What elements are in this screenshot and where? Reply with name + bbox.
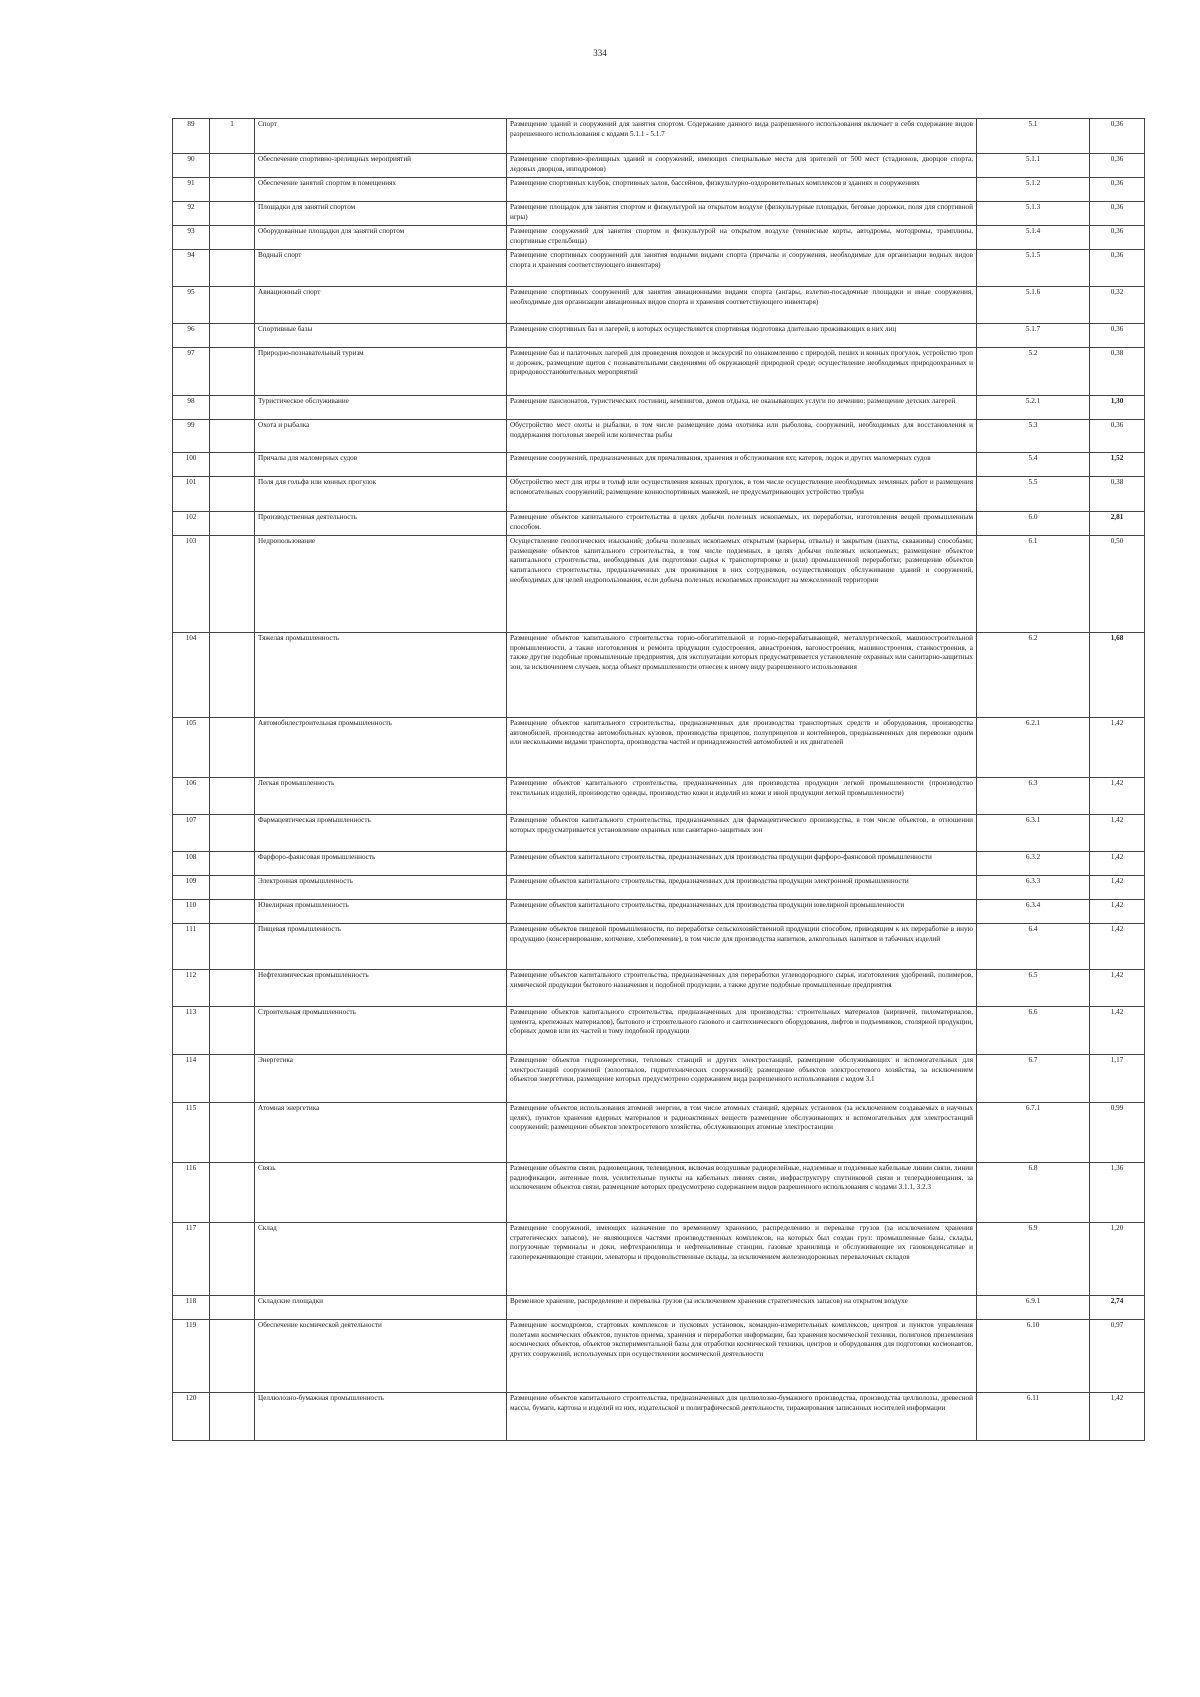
land-use-name: Обеспечение спортивно-зрелищных мероприятий (255, 154, 507, 178)
row-number: 106 (173, 778, 210, 815)
land-use-description: Размещение объектов капитального строительства в целях добычи полезных ископаемых, их переработки, изготовления вещей промышленным способом. (507, 512, 977, 536)
row-group (210, 202, 255, 226)
land-use-name: Охота и рыбалка (255, 420, 507, 453)
row-group: 1 (210, 119, 255, 154)
coefficient: 0,38 (1090, 477, 1145, 512)
land-use-name: Электронная промышленность (255, 876, 507, 900)
land-use-code: 6.2.1 (977, 718, 1090, 778)
land-use-name: Фармацевтическая промышленность (255, 815, 507, 852)
row-group (210, 287, 255, 324)
land-use-name: Производственная деятельность (255, 512, 507, 536)
table-row (173, 477, 1145, 512)
land-use-code: 6.4 (977, 924, 1090, 970)
land-use-name: Связь (255, 1163, 507, 1223)
land-use-code: 6.3 (977, 778, 1090, 815)
land-use-name: Оборудованные площадки для занятий спортом (255, 226, 507, 250)
land-use-code: 6.3.2 (977, 852, 1090, 876)
row-number: 99 (173, 420, 210, 453)
land-use-description: Размещение спортивных клубов, спортивных залов, бассейнов, физкультурно-оздоровительных комплексов в зданиях и сооружениях (507, 178, 977, 202)
row-group (210, 1103, 255, 1163)
row-group (210, 420, 255, 453)
land-use-description: Размещение зданий и сооружений для занятия спортом. Содержание данного вида разрешенного использования включает в себя содержание видов разрешенного использования с кодами 5.1.1 - 5.1.7 (507, 119, 977, 154)
table-row (173, 633, 1145, 718)
coefficient: 1,42 (1090, 876, 1145, 900)
land-use-code: 5.1.5 (977, 250, 1090, 287)
row-number: 105 (173, 718, 210, 778)
table-row (173, 1223, 1145, 1296)
land-use-description: Размещение площадок для занятия спортом и физкультурой на открытом воздухе (физкультурные площадки, беговые дорожки, поля для спортивной игры) (507, 202, 977, 226)
land-use-code: 5.2.1 (977, 396, 1090, 420)
coefficient: 1,42 (1090, 1393, 1145, 1441)
land-use-code: 6.1 (977, 536, 1090, 633)
coefficient: 0,36 (1090, 178, 1145, 202)
land-use-code: 6.5 (977, 970, 1090, 1007)
land-use-code: 5.1.4 (977, 226, 1090, 250)
land-use-description: Размещение спортивных баз и лагерей, в которых осуществляется спортивная подготовка длительно проживающих в них лиц (507, 324, 977, 348)
land-use-description: Размещение спортивных сооружений для занятия авиационными видами спорта (ангары, взлетно-посадочные площадки и иные сооружения, необходимые для организации авиационных видов спорта и хранения соответствующего инвентаря) (507, 287, 977, 324)
land-use-name: Автомобилестроительная промышленность (255, 718, 507, 778)
land-use-code: 6.9.1 (977, 1296, 1090, 1320)
land-use-name: Обеспечение занятий спортом в помещениях (255, 178, 507, 202)
land-use-description: Размещение объектов капитального строительства, предназначенных для производства продукции фарфоро-фаянсовой промышленности (507, 852, 977, 876)
table-row (173, 1007, 1145, 1055)
row-group (210, 815, 255, 852)
row-group (210, 633, 255, 718)
land-use-code: 6.8 (977, 1163, 1090, 1223)
row-group (210, 1320, 255, 1393)
land-use-name: Авиационный спорт (255, 287, 507, 324)
land-use-description: Временное хранение, распределение и перевалка грузов (за исключением хранения стратегических запасов) на открытом воздухе (507, 1296, 977, 1320)
land-use-name: Нефтехимическая промышленность (255, 970, 507, 1007)
row-number: 96 (173, 324, 210, 348)
row-group (210, 154, 255, 178)
row-number: 95 (173, 287, 210, 324)
row-group (210, 178, 255, 202)
land-use-name: Строительная промышленность (255, 1007, 507, 1055)
coefficient: 1,17 (1090, 1055, 1145, 1103)
table-row (173, 287, 1145, 324)
land-use-description: Размещение объектов капитального строительства, предназначенных для производства продукции электронной промышленности (507, 876, 977, 900)
row-group (210, 396, 255, 420)
row-number: 91 (173, 178, 210, 202)
row-group (210, 1007, 255, 1055)
land-use-description: Осуществление геологических изысканий; добыча полезных ископаемых открытым (карьеры, отвалы) и закрытым (шахты, скважины) способами; размещение объектов капитального строительства, в том числе подземных, в целях добычи полезных ископаемых; размещение объектов капитального строительства, необходимых для подготовки сырья к транспортировке и (или) промышленной переработке; размещение объектов капитального строительства, предназначенных для проживания в них сотрудников, осуществляющих обслуживание зданий и сооружений, необходимых для целей недропользования, если добыча полезных ископаемых происходит на межселенной территории (507, 536, 977, 633)
land-use-name: Складские площадки (255, 1296, 507, 1320)
land-use-code: 5.1.1 (977, 154, 1090, 178)
table-row (173, 396, 1145, 420)
land-use-name: Склад (255, 1223, 507, 1296)
coefficient: 1,42 (1090, 718, 1145, 778)
coefficient: 1,42 (1090, 815, 1145, 852)
table-row (173, 778, 1145, 815)
row-number: 102 (173, 512, 210, 536)
coefficient: 1,42 (1090, 1007, 1145, 1055)
land-use-description: Размещение сооружений, имеющих назначение по временному хранению, распределению и перевалке грузов (за исключением хранения стратегических запасов), не являющихся частями производственных комплексов, на которых был создан груз: промышленные базы, склады, погрузочные терминалы и доки, нефтехранилища и нефтеналивные станции, газовые хранилища и обслуживающие их газоконденсатные и газоперекачивающие станции, элеваторы и продовольственные склады, за исключением железнодорожных перевалочных складов (507, 1223, 977, 1296)
land-use-code: 6.11 (977, 1393, 1090, 1441)
land-use-description: Размещение космодромов, стартовых комплексов и пусковых установок, командно-измерительных комплексов, центров и пунктов управления полетами космических объектов, пунктов приема, хранения и переработки информации, баз хранения космической техники, полигонов приземления космических объектов, объектов экспериментальной базы для отработки космической техники, центров и оборудования для подготовки космонавтов, других сооружений, используемых при осуществлении космической деятельности (507, 1320, 977, 1393)
table-body (173, 119, 1145, 1441)
table-row (173, 876, 1145, 900)
land-use-code: 6.6 (977, 1007, 1090, 1055)
land-use-description: Размещение спортивных сооружений для занятия водными видами спорта (причалы и сооружения, необходимые для организации водных видов спорта и хранения соответствующего инвентаря) (507, 250, 977, 287)
row-number: 100 (173, 453, 210, 477)
land-use-description: Размещение сооружений для занятия спортом и физкультурой на открытом воздухе (теннисные корты, автодромы, мотодромы, трамплины, спортивные стрельбища) (507, 226, 977, 250)
row-number: 107 (173, 815, 210, 852)
table-row (173, 536, 1145, 633)
land-use-description: Размещение объектов капитального строительства, предназначенных для производства: строительных материалов (кирпичей, пиломатериалов, цемента, крепежных материалов), бытового и строительного газового и сантехнического оборудования, лифтов и подъемников, столярной продукции, сборных домов или их частей и тому подобной продукции (507, 1007, 977, 1055)
land-use-description: Размещение объектов использования атомной энергии, в том числе атомных станций, ядерных установок (за исключением создаваемых в научных целях), пунктов хранения ядерных материалов и радиоактивных веществ размещение обслуживающих и вспомогательных для электростанций сооружений; размещение объектов электросетевого хозяйства, обслуживающих атомные электростанции (507, 1103, 977, 1163)
row-group (210, 1055, 255, 1103)
land-use-code: 5.5 (977, 477, 1090, 512)
land-use-description: Размещение объектов капитального строительства, предназначенных для производства транспортных средств и оборудования, производства автомобилей, производства автомобильных кузовов, производства прицепов, полуприцепов и контейнеров, предназначенных для перевозки одним или несколькими видами транспорта, производства частей и принадлежностей автомобилей и их двигателей (507, 718, 977, 778)
land-use-name: Обеспечение космической деятельности (255, 1320, 507, 1393)
row-number: 120 (173, 1393, 210, 1441)
row-number: 101 (173, 477, 210, 512)
table-row (173, 1393, 1145, 1441)
coefficient: 0,36 (1090, 324, 1145, 348)
coefficient: 0,36 (1090, 119, 1145, 154)
land-use-code: 6.2 (977, 633, 1090, 718)
land-use-name: Фарфоро-фаянсовая промышленность (255, 852, 507, 876)
land-use-code: 6.7 (977, 1055, 1090, 1103)
row-group (210, 324, 255, 348)
table-row (173, 250, 1145, 287)
land-use-code: 5.2 (977, 348, 1090, 396)
row-number: 118 (173, 1296, 210, 1320)
land-use-name: Причалы для маломерных судов (255, 453, 507, 477)
land-use-description: Размещение пансионатов, туристических гостиниц, кемпингов, домов отдыха, не оказывающих услуги по лечению; размещение детских лагерей (507, 396, 977, 420)
row-group (210, 778, 255, 815)
land-use-name: Пищевая промышленность (255, 924, 507, 970)
land-use-description: Размещение объектов капитального строительства, предназначенных для переработки углеводородного сырья, изготовления удобрений, полимеров, химической продукции бытового назначения и подобной продукции, а также другие подобные промышленные предприятия (507, 970, 977, 1007)
row-group (210, 852, 255, 876)
coefficient: 0,36 (1090, 420, 1145, 453)
row-number: 93 (173, 226, 210, 250)
row-group (210, 348, 255, 396)
land-use-description: Размещение баз и палаточных лагерей для проведения походов и экскурсий по ознакомлению с природой, пеших и конных прогулок, устройство троп и дорожек, размещение щитов с познавательными сведениями об окружающей природной среде; осуществление необходимых природоохранных и природовосстановительных мероприятий (507, 348, 977, 396)
row-number: 116 (173, 1163, 210, 1223)
row-number: 117 (173, 1223, 210, 1296)
row-number: 90 (173, 154, 210, 178)
land-use-code: 6.3.1 (977, 815, 1090, 852)
coefficient: 0,97 (1090, 1320, 1145, 1393)
land-use-description: Размещение объектов капитального строительства, предназначенных для фармацевтического производства, в том числе объектов, в отношении которых предусматривается установление охранных или санитарно-защитных зон (507, 815, 977, 852)
land-use-description: Обустройство мест для игры в гольф или осуществления конных прогулок, в том числе осуществление необходимых земляных работ и размещения вспомогательных сооружений; размещение конноспортивных манежей, не предусматривающих устройство трибун (507, 477, 977, 512)
row-number: 115 (173, 1103, 210, 1163)
land-use-code: 5.1.6 (977, 287, 1090, 324)
land-use-description: Размещение спортивно-зрелищных зданий и сооружений, имеющих специальные места для зрителей от 500 мест (стадионов, дворцов спорта, ледовых дворцов, ипподромов) (507, 154, 977, 178)
land-use-code: 5.1.7 (977, 324, 1090, 348)
land-use-code: 5.3 (977, 420, 1090, 453)
land-use-code: 6.0 (977, 512, 1090, 536)
land-use-description: Размещение объектов капитального строительства горно-обогатительной и горно-перерабатывающей, металлургической, машиностроительной промышленности, а также изготовления и ремонта продукции судостроения, авиастроения, вагоностроения, машиностроения, станкостроения, а также другие подобные промышленные предприятия, для эксплуатации которых предусматривается установление охранных или санитарно-защитных зон, за исключением случаев, когда объект промышленности отнесен к иному виду разрешенного использования (507, 633, 977, 718)
land-use-name: Площадки для занятий спортом (255, 202, 507, 226)
land-use-name: Недропользование (255, 536, 507, 633)
land-use-name: Поля для гольфа или конных прогулок (255, 477, 507, 512)
row-number: 94 (173, 250, 210, 287)
row-group (210, 876, 255, 900)
row-number: 112 (173, 970, 210, 1007)
row-number: 119 (173, 1320, 210, 1393)
coefficient: 1,68 (1090, 633, 1145, 718)
land-use-code: 6.7.1 (977, 1103, 1090, 1163)
row-number: 111 (173, 924, 210, 970)
table-row (173, 1055, 1145, 1103)
row-number: 114 (173, 1055, 210, 1103)
land-use-code: 6.10 (977, 1320, 1090, 1393)
table-row (173, 226, 1145, 250)
coefficient: 2,81 (1090, 512, 1145, 536)
row-group (210, 1393, 255, 1441)
land-use-name: Водный спорт (255, 250, 507, 287)
coefficient: 0,99 (1090, 1103, 1145, 1163)
table-row (173, 900, 1145, 924)
land-use-code: 5.4 (977, 453, 1090, 477)
coefficient: 0,32 (1090, 287, 1145, 324)
row-number: 97 (173, 348, 210, 396)
row-group (210, 1163, 255, 1223)
row-group (210, 477, 255, 512)
table-row (173, 202, 1145, 226)
table-row (173, 512, 1145, 536)
row-group (210, 718, 255, 778)
row-group (210, 512, 255, 536)
coefficient: 1,20 (1090, 1223, 1145, 1296)
table-row (173, 852, 1145, 876)
coefficient: 1,42 (1090, 970, 1145, 1007)
land-use-code: 5.1 (977, 119, 1090, 154)
coefficient: 1,36 (1090, 1163, 1145, 1223)
land-use-description: Обустройство мест охоты и рыбалки, в том числе размещение дома охотника или рыболова, сооружений, необходимых для восстановления и поддержания поголовья зверей или количества рыбы (507, 420, 977, 453)
land-use-code: 6.9 (977, 1223, 1090, 1296)
table-row (173, 348, 1145, 396)
row-group (210, 536, 255, 633)
land-use-name: Туристическое обслуживание (255, 396, 507, 420)
table-row (173, 420, 1145, 453)
table-row (173, 924, 1145, 970)
row-group (210, 226, 255, 250)
row-number: 108 (173, 852, 210, 876)
row-group (210, 250, 255, 287)
land-use-name: Природно-познавательный туризм (255, 348, 507, 396)
table-row (173, 178, 1145, 202)
row-group (210, 900, 255, 924)
coefficient: 0,36 (1090, 226, 1145, 250)
row-group (210, 1296, 255, 1320)
coefficient: 1,42 (1090, 924, 1145, 970)
coefficient: 0,36 (1090, 154, 1145, 178)
row-group (210, 453, 255, 477)
coefficient: 0,36 (1090, 250, 1145, 287)
coefficient: 1,30 (1090, 396, 1145, 420)
row-number: 92 (173, 202, 210, 226)
row-number: 98 (173, 396, 210, 420)
land-use-name: Ювелирная промышленность (255, 900, 507, 924)
land-use-description: Размещение сооружений, предназначенных для причаливания, хранения и обслуживания яхт, катеров, лодок и других маломерных судов (507, 453, 977, 477)
land-use-table (172, 118, 1145, 1441)
land-use-name: Спорт (255, 119, 507, 154)
coefficient: 2,74 (1090, 1296, 1145, 1320)
coefficient: 1,42 (1090, 852, 1145, 876)
row-group (210, 970, 255, 1007)
land-use-name: Атомная энергетика (255, 1103, 507, 1163)
table-row (173, 1296, 1145, 1320)
row-group (210, 924, 255, 970)
coefficient: 1,42 (1090, 778, 1145, 815)
land-use-description: Размещение объектов капитального строительства, предназначенных для целлюлозно-бумажного производства, производства целлюлозы, древесной массы, бумаги, картона и изделий из них, издательской и полиграфической деятельности, тиражирования записанных носителей информации (507, 1393, 977, 1441)
land-use-code: 6.3.3 (977, 876, 1090, 900)
coefficient: 1,42 (1090, 900, 1145, 924)
land-use-name: Тяжелая промышленность (255, 633, 507, 718)
land-use-name: Энергетика (255, 1055, 507, 1103)
land-use-code: 5.1.2 (977, 178, 1090, 202)
row-number: 103 (173, 536, 210, 633)
coefficient: 0,38 (1090, 348, 1145, 396)
land-use-description: Размещение объектов гидроэнергетики, тепловых станций и других электростанций, размещение обслуживающих и вспомогательных для электростанций сооружений (золоотвалов, гидротехнических сооружений); размещение объектов электросетевого хозяйства, за исключением объектов энергетики, размещение которых предусмотрено содержанием вида разрешенного использования с кодом 3.1 (507, 1055, 977, 1103)
land-use-code: 5.1.3 (977, 202, 1090, 226)
row-number: 104 (173, 633, 210, 718)
table-row (173, 154, 1145, 178)
coefficient: 0,36 (1090, 202, 1145, 226)
land-use-description: Размещение объектов пищевой промышленности, по переработке сельскохозяйственной продукции способом, приводящим к их переработке в иную продукцию (консервирование, копчение, хлебопечение), в том числе для производства напитков, алкогольных напитков и табачных изделий (507, 924, 977, 970)
row-group (210, 1223, 255, 1296)
table-row (173, 453, 1145, 477)
land-use-name: Спортивные базы (255, 324, 507, 348)
table-row (173, 119, 1145, 154)
table-row (173, 718, 1145, 778)
table-row (173, 1163, 1145, 1223)
land-use-description: Размещение объектов капитального строительства, предназначенных для производства продукции ювелирной промышленности (507, 900, 977, 924)
land-use-name: Целлюлозно-бумажная промышленность (255, 1393, 507, 1441)
land-use-description: Размещение объектов связи, радиовещания, телевидения, включая воздушные радиорелейные, надземные и подземные кабельные линии связи, линии радиофикации, антенные поля, усилительные пункты на кабельных линиях связи, инфраструктуру спутниковой связи и телерадиовещания, за исключением объектов связи, размещение которых предусмотрено содержанием видов разрешенного использования с кодами 3.1.1, 3.2.3 (507, 1163, 977, 1223)
land-use-name: Легкая промышленность (255, 778, 507, 815)
table-row (173, 1320, 1145, 1393)
land-use-description: Размещение объектов капитального строительства, предназначенных для производства продукции легкой промышленности (производство текстильных изделий, производство одежды, производство кожи и изделий из кожи и иной продукции легкой промышленности) (507, 778, 977, 815)
table-row (173, 324, 1145, 348)
land-use-code: 6.3.4 (977, 900, 1090, 924)
table-row (173, 970, 1145, 1007)
row-number: 110 (173, 900, 210, 924)
coefficient: 0,50 (1090, 536, 1145, 633)
row-number: 109 (173, 876, 210, 900)
row-number: 113 (173, 1007, 210, 1055)
table-row (173, 815, 1145, 852)
page-number: 334 (593, 48, 607, 58)
row-number: 89 (173, 119, 210, 154)
coefficient: 1,52 (1090, 453, 1145, 477)
table-row (173, 1103, 1145, 1163)
